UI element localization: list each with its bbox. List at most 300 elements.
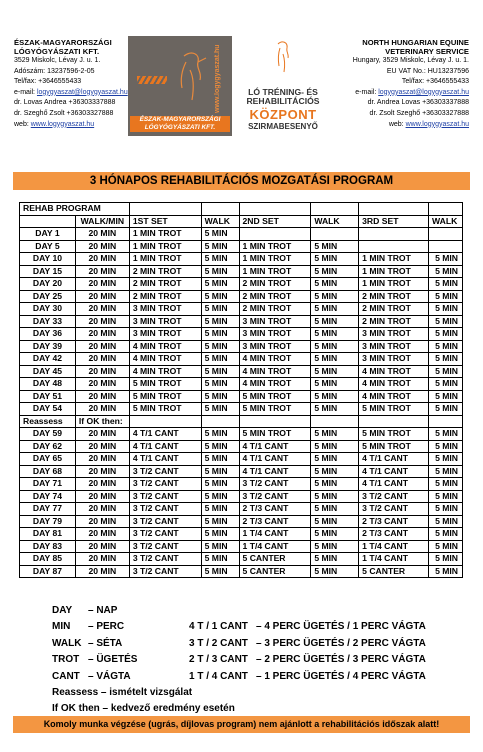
table-cell: 5 MIN: [201, 290, 239, 303]
table-cell: 2 MIN TROT: [359, 290, 429, 303]
program-title-banner: 3 HÓNAPOS REHABILITÁCIÓS MOZGATÁSI PROGRAM: [13, 172, 470, 190]
right-header-title2: VETERINARY SERVICE: [385, 47, 469, 56]
legend-row: [52, 669, 472, 685]
table-cell: 1 MIN TROT: [239, 253, 311, 266]
table-cell: 3 T/2 CANT: [129, 540, 201, 553]
table-cell: 5 MIN: [201, 515, 239, 528]
table-cell: 5 MIN: [428, 278, 462, 291]
column-header: WALK: [311, 215, 359, 228]
table-cell: 3 T/2 CANT: [129, 528, 201, 541]
logo-band-text: ÉSZAK-MAGYARORSZÁGI LÓGYÓGYÁSZATI KFT.: [130, 116, 230, 132]
table-cell: 5 MIN: [311, 515, 359, 528]
table-cell: 5 MIN: [311, 490, 359, 503]
legend-k: WALK: [52, 637, 82, 649]
table-cell: 5 MIN: [201, 440, 239, 453]
table-cell: 5 MIN: [428, 528, 462, 541]
table-cell: 5 MIN: [428, 553, 462, 566]
table-cell: 4 MIN TROT: [129, 353, 201, 366]
day-cell: DAY 74: [20, 490, 76, 503]
table-cell: 4 MIN TROT: [129, 340, 201, 353]
abbreviation-legend: [52, 603, 472, 718]
table-cell: 4 MIN TROT: [359, 378, 429, 391]
table-cell: 5 MIN: [428, 465, 462, 478]
day-cell: DAY 77: [20, 503, 76, 516]
table-cell: 5 MIN: [201, 340, 239, 353]
table-cell: 5 MIN: [311, 278, 359, 291]
table-cell: 20 MIN: [75, 365, 129, 378]
table-cell: 1 MIN TROT: [239, 240, 311, 253]
table-cell: 20 MIN: [75, 303, 129, 316]
table-cell: 5 MIN: [428, 503, 462, 516]
table-cell: 3 T/2 CANT: [239, 478, 311, 491]
right-tel: Tel/fax: +3646555433: [401, 78, 469, 86]
table-cell: 5 MIN: [201, 403, 239, 416]
table-row: [20, 440, 463, 453]
table-cell: 5 MIN TROT: [129, 378, 201, 391]
table-cell: 5 MIN: [201, 353, 239, 366]
right-address: Hungary, 3529 Miskolc, Lévay J. u. 1.: [352, 57, 469, 64]
left-email-link[interactable]: logygyaszat@logygyaszat.hu: [36, 88, 128, 96]
day-cell: DAY 36: [20, 328, 76, 341]
table-cell: 3 MIN TROT: [129, 303, 201, 316]
legend-m: 4 T / 1 CANT: [189, 621, 248, 633]
table-cell: 3 T/2 CANT: [129, 553, 201, 566]
day-cell: DAY 30: [20, 303, 76, 316]
table-cell: 5 MIN: [201, 565, 239, 578]
table-cell: 20 MIN: [75, 540, 129, 553]
right-doctor1: dr. Andrea Lovas +36303337888: [367, 99, 469, 107]
table-caption-row: [20, 203, 463, 216]
table-row: [20, 353, 463, 366]
table-row: [20, 553, 463, 566]
table-cell: 4 T/1 CANT: [359, 465, 429, 478]
table-cell: 5 MIN: [311, 565, 359, 578]
day-cell: DAY 54: [20, 403, 76, 416]
table-cell: 1 T/4 CANT: [359, 553, 429, 566]
left-tax: Adószám: 13237596-2-05: [14, 67, 95, 75]
table-row: [20, 328, 463, 341]
table-row: [20, 528, 463, 541]
table-row: [20, 540, 463, 553]
table-row: [20, 465, 463, 478]
table-cell: 20 MIN: [75, 490, 129, 503]
table-cell: 5 MIN: [428, 565, 462, 578]
right-web-label: web:: [388, 120, 406, 128]
table-cell: 4 T/1 CANT: [239, 465, 311, 478]
table-cell: 4 MIN TROT: [359, 365, 429, 378]
table-cell: 5 MIN: [311, 290, 359, 303]
day-cell: DAY 62: [20, 440, 76, 453]
left-doctor2: dr. Szeghő Zsolt +36303327888: [14, 109, 114, 117]
table-row: [20, 390, 463, 403]
table-cell: 5 MIN: [428, 328, 462, 341]
table-cell: [359, 240, 429, 253]
legend-n: – 1 PERC ÜGETÉS / 4 PERC VÁGTA: [256, 670, 426, 682]
table-cell: 5 MIN: [311, 365, 359, 378]
table-cell: 3 MIN TROT: [359, 353, 429, 366]
table-cell: 5 MIN TROT: [239, 403, 311, 416]
table-cell: 4 T/1 CANT: [239, 440, 311, 453]
table-cell: 4 T/1 CANT: [129, 453, 201, 466]
legend-n: – 2 PERC ÜGETÉS / 3 PERC VÁGTA: [256, 654, 426, 666]
table-cell: 1 MIN TROT: [129, 253, 201, 266]
column-header: 1ST SET: [129, 215, 201, 228]
table-cell: 2 MIN TROT: [239, 290, 311, 303]
table-cell: 1 MIN TROT: [129, 228, 201, 241]
table-cell: 20 MIN: [75, 440, 129, 453]
table-cell: 5 MIN: [201, 253, 239, 266]
column-header: [20, 215, 76, 228]
table-cell: 1 MIN TROT: [359, 265, 429, 278]
legend-row: [52, 619, 472, 635]
left-address: 3529 Miskolc, Lévay J. u. 1.: [14, 57, 101, 64]
table-row: [20, 240, 463, 253]
table-cell: 2 T/3 CANT: [359, 515, 429, 528]
table-cell: 5 MIN: [311, 265, 359, 278]
table-cell: 4 T/1 CANT: [359, 478, 429, 491]
table-cell: 5 CANTER: [239, 565, 311, 578]
table-cell: 4 T/1 CANT: [129, 428, 201, 441]
legend-v: – VÁGTA: [88, 670, 131, 682]
legend-row: [52, 652, 472, 668]
table-cell: 1 MIN TROT: [359, 253, 429, 266]
table-cell: 2 MIN TROT: [359, 315, 429, 328]
table-row: [20, 378, 463, 391]
table-cell: 2 MIN TROT: [129, 278, 201, 291]
table-cell: 2 T/3 CANT: [359, 528, 429, 541]
table-row: [20, 453, 463, 466]
table-cell: 20 MIN: [75, 465, 129, 478]
table-cell: 5 MIN: [428, 453, 462, 466]
table-cell: 20 MIN: [75, 328, 129, 341]
day-cell: DAY 25: [20, 290, 76, 303]
table-cell: 5 MIN: [201, 465, 239, 478]
table-cell: 2 MIN TROT: [239, 278, 311, 291]
logo-vertical-url: www.logygyaszat.hu: [214, 44, 221, 114]
table-cell: 4 MIN TROT: [239, 353, 311, 366]
table-cell: 2 T/3 CANT: [239, 515, 311, 528]
day-cell: DAY 71: [20, 478, 76, 491]
table-cell: [311, 415, 359, 428]
horse-sketch-icon: [164, 48, 214, 108]
day-cell: DAY 1: [20, 228, 76, 241]
table-cell: [428, 240, 462, 253]
table-cell: 5 MIN: [428, 253, 462, 266]
table-cell: 20 MIN: [75, 228, 129, 241]
day-cell: DAY 65: [20, 453, 76, 466]
table-row: [20, 490, 463, 503]
right-vat: EU VAT No.: HU13237596: [386, 67, 469, 75]
table-cell: 5 MIN: [428, 378, 462, 391]
right-header: [337, 38, 469, 130]
left-header-title2: LÓGYÓGYÁSZATI KFT.: [14, 47, 100, 56]
day-cell: DAY 68: [20, 465, 76, 478]
table-row: [20, 515, 463, 528]
table-row: [20, 340, 463, 353]
right-email-link[interactable]: logygyaszat@logygyaszat.hu: [378, 88, 469, 96]
table-header-row: [20, 215, 463, 228]
day-cell: DAY 83: [20, 540, 76, 553]
table-cell: 5 MIN: [311, 440, 359, 453]
day-cell: DAY 10: [20, 253, 76, 266]
table-cell: 5 MIN: [311, 353, 359, 366]
table-cell: 20 MIN: [75, 315, 129, 328]
left-web-link[interactable]: www.logygyaszat.hu: [30, 120, 95, 128]
day-cell: DAY 48: [20, 378, 76, 391]
table-cell: 5 MIN: [311, 528, 359, 541]
column-header: 3RD SET: [359, 215, 429, 228]
right-web-link[interactable]: www.logygyaszat.hu: [405, 120, 469, 128]
table-cell: 5 MIN: [201, 365, 239, 378]
table-cell: [428, 228, 462, 241]
table-cell: 5 MIN: [201, 503, 239, 516]
table-cell: 20 MIN: [75, 453, 129, 466]
table-cell: 5 MIN TROT: [239, 390, 311, 403]
table-cell: 5 MIN: [201, 228, 239, 241]
table-cell: 20 MIN: [75, 428, 129, 441]
table-cell: 5 MIN: [201, 528, 239, 541]
table-cell: 5 MIN: [311, 253, 359, 266]
table-cell: 3 MIN TROT: [359, 340, 429, 353]
table-cell: 5 MIN: [428, 403, 462, 416]
table-cell: 5 MIN: [311, 340, 359, 353]
table-row: [20, 290, 463, 303]
table-cell: 5 MIN: [428, 315, 462, 328]
table-cell: 20 MIN: [75, 265, 129, 278]
center-logo-text: [232, 88, 334, 107]
table-cell: 5 MIN: [201, 315, 239, 328]
legend-v: – PERC: [88, 621, 125, 633]
table-cell: 5 MIN: [428, 440, 462, 453]
table-cell: 20 MIN: [75, 278, 129, 291]
table-cell: 20 MIN: [75, 390, 129, 403]
legend-n: – 3 PERC ÜGETÉS / 2 PERC VÁGTA: [256, 637, 426, 649]
table-cell: 5 MIN: [201, 328, 239, 341]
table-caption: REHAB PROGRAM: [20, 203, 130, 216]
table-cell: 5 MIN: [428, 290, 462, 303]
company-logo: [128, 36, 232, 136]
table-cell: 3 MIN TROT: [239, 315, 311, 328]
table-cell: 2 MIN TROT: [239, 303, 311, 316]
table-cell: 20 MIN: [75, 290, 129, 303]
table-cell: 1 T/4 CANT: [239, 540, 311, 553]
legend-v: – NAP: [88, 605, 118, 616]
table-cell: 4 MIN TROT: [239, 365, 311, 378]
table-cell: 5 MIN TROT: [359, 428, 429, 441]
left-doctor1: dr. Lovas Andrea +36303337888: [14, 99, 116, 107]
table-row: [20, 303, 463, 316]
day-cell: DAY 59: [20, 428, 76, 441]
table-cell: 20 MIN: [75, 553, 129, 566]
table-cell: [201, 415, 239, 428]
table-cell: [239, 415, 311, 428]
legend-v: – SÉTA: [88, 637, 123, 649]
left-header: [14, 38, 130, 130]
table-cell: 5 MIN: [201, 453, 239, 466]
table-cell: 3 MIN TROT: [129, 315, 201, 328]
table-cell: 5 MIN TROT: [129, 390, 201, 403]
column-header: WALK: [201, 215, 239, 228]
center-logo-line3: KÖZPONT: [249, 107, 317, 122]
table-cell: 5 MIN: [311, 303, 359, 316]
table-cell: 3 T/2 CANT: [129, 465, 201, 478]
warning-footer: Komoly munka végzése (ugrás, díjlovas program) nem ajánlott a rehabilitációs időszak alatt!: [13, 716, 470, 733]
table-cell: 20 MIN: [75, 253, 129, 266]
left-tel: Tel/fax: +3646555433: [14, 78, 82, 86]
column-header: 2ND SET: [239, 215, 311, 228]
table-cell: 5 MIN: [428, 490, 462, 503]
horse-sketch-icon: [270, 40, 296, 74]
table-cell: 5 MIN: [201, 490, 239, 503]
table-cell: 5 MIN: [201, 265, 239, 278]
table-cell: 20 MIN: [75, 340, 129, 353]
table-cell: 5 MIN TROT: [359, 440, 429, 453]
table-cell: 3 T/2 CANT: [359, 490, 429, 503]
table-cell: 5 MIN: [428, 428, 462, 441]
table-row: [20, 403, 463, 416]
table-cell: 20 MIN: [75, 378, 129, 391]
table-cell: 5 MIN: [428, 353, 462, 366]
day-cell: DAY 87: [20, 565, 76, 578]
center-logo-line4: SZIRMABESENYŐ: [248, 122, 318, 131]
day-cell: DAY 79: [20, 515, 76, 528]
legend-m: 3 T / 2 CANT: [189, 637, 248, 649]
table-row: [20, 278, 463, 291]
table-cell: 20 MIN: [75, 403, 129, 416]
center-logo: [232, 36, 334, 136]
table-cell: 5 MIN: [428, 340, 462, 353]
table-row: [20, 315, 463, 328]
column-header: WALK/MIN: [75, 215, 129, 228]
table-cell: 20 MIN: [75, 503, 129, 516]
table-cell: 4 MIN TROT: [359, 390, 429, 403]
table-cell: 5 MIN: [201, 303, 239, 316]
table-cell: 1 MIN TROT: [359, 278, 429, 291]
table-row: [20, 428, 463, 441]
table-cell: 2 MIN TROT: [359, 303, 429, 316]
table-cell: 5 MIN: [311, 540, 359, 553]
table-cell: 5 MIN: [311, 478, 359, 491]
table-cell: 5 MIN: [201, 478, 239, 491]
legend-m: 1 T / 4 CANT: [189, 670, 248, 682]
legend-m: 2 T / 3 CANT: [189, 654, 248, 666]
day-cell: DAY 85: [20, 553, 76, 566]
table-cell: 4 T/1 CANT: [239, 453, 311, 466]
table-cell: 4 MIN TROT: [129, 365, 201, 378]
legend-v: – ÜGETÉS: [88, 654, 138, 666]
day-cell: Reassess: [20, 415, 76, 428]
table-cell: 5 MIN TROT: [129, 403, 201, 416]
table-cell: 3 MIN TROT: [129, 328, 201, 341]
legend-k: MIN: [52, 621, 71, 633]
day-cell: DAY 33: [20, 315, 76, 328]
table-cell: 20 MIN: [75, 478, 129, 491]
table-cell: If OK then:: [75, 415, 129, 428]
day-cell: DAY 42: [20, 353, 76, 366]
table-cell: 5 MIN: [201, 378, 239, 391]
table-cell: 1 MIN TROT: [129, 240, 201, 253]
table-row: [20, 228, 463, 241]
day-cell: DAY 39: [20, 340, 76, 353]
table-cell: 2 T/3 CANT: [239, 503, 311, 516]
legend-ifok: If OK then – kedvező eredmény esetén: [52, 703, 235, 715]
day-cell: DAY 5: [20, 240, 76, 253]
table-cell: 20 MIN: [75, 240, 129, 253]
table-cell: [311, 228, 359, 241]
table-cell: 3 T/2 CANT: [129, 478, 201, 491]
table-cell: 20 MIN: [75, 353, 129, 366]
table-cell: 5 CANTER: [359, 565, 429, 578]
table-cell: 3 T/2 CANT: [239, 490, 311, 503]
left-email-label: e-mail:: [14, 88, 37, 96]
legend-row: [52, 636, 472, 652]
table-cell: 1 T/4 CANT: [359, 540, 429, 553]
table-cell: 5 MIN: [311, 390, 359, 403]
table-cell: 4 T/1 CANT: [129, 440, 201, 453]
rehab-program-table: [19, 202, 463, 578]
table-row: [20, 478, 463, 491]
table-cell: 3 T/2 CANT: [359, 503, 429, 516]
table-cell: [239, 228, 311, 241]
table-cell: 5 MIN TROT: [359, 403, 429, 416]
table-row: [20, 265, 463, 278]
table-cell: 5 MIN: [311, 453, 359, 466]
day-cell: DAY 51: [20, 390, 76, 403]
legend-k: DAY: [52, 605, 73, 616]
table-cell: 5 CANTER: [239, 553, 311, 566]
legend-n: – 4 PERC ÜGETÉS / 1 PERC VÁGTA: [256, 621, 426, 633]
table-cell: 5 MIN: [428, 540, 462, 553]
table-cell: 5 MIN: [201, 428, 239, 441]
legend-row: [52, 603, 472, 619]
table-cell: 20 MIN: [75, 515, 129, 528]
center-logo-line2: REHABILITÁCIÓS: [246, 96, 320, 107]
table-cell: 3 MIN TROT: [239, 328, 311, 341]
table-cell: 4 MIN TROT: [239, 378, 311, 391]
table-cell: [359, 228, 429, 241]
table-cell: 3 MIN TROT: [239, 340, 311, 353]
table-cell: 20 MIN: [75, 528, 129, 541]
table-cell: 1 T/4 CANT: [239, 528, 311, 541]
legend-k: TROT: [52, 654, 80, 666]
table-row: [20, 365, 463, 378]
table-cell: 2 MIN TROT: [129, 265, 201, 278]
table-cell: 5 MIN: [201, 278, 239, 291]
table-row: [20, 565, 463, 578]
table-cell: 3 T/2 CANT: [129, 515, 201, 528]
table-cell: 5 MIN: [311, 240, 359, 253]
table-cell: 5 MIN: [201, 540, 239, 553]
table-cell: [428, 415, 462, 428]
table-row: [20, 415, 463, 428]
left-header-title1: ÉSZAK-MAGYARORSZÁGI: [14, 38, 112, 47]
table-cell: 5 MIN: [311, 328, 359, 341]
legend-reassess-row: [52, 685, 472, 701]
table-cell: 5 MIN TROT: [239, 428, 311, 441]
table-cell: 3 MIN TROT: [359, 328, 429, 341]
table-cell: 3 T/2 CANT: [129, 490, 201, 503]
right-doctor2: dr. Zsolt Szeghő +36303327888: [369, 109, 469, 117]
table-cell: 5 MIN: [311, 428, 359, 441]
day-cell: DAY 15: [20, 265, 76, 278]
table-cell: 20 MIN: [75, 565, 129, 578]
table-cell: 5 MIN: [311, 503, 359, 516]
table-cell: 5 MIN: [428, 303, 462, 316]
table-cell: [129, 415, 201, 428]
table-cell: 1 MIN TROT: [239, 265, 311, 278]
table-cell: 2 MIN TROT: [129, 290, 201, 303]
table-row: [20, 253, 463, 266]
